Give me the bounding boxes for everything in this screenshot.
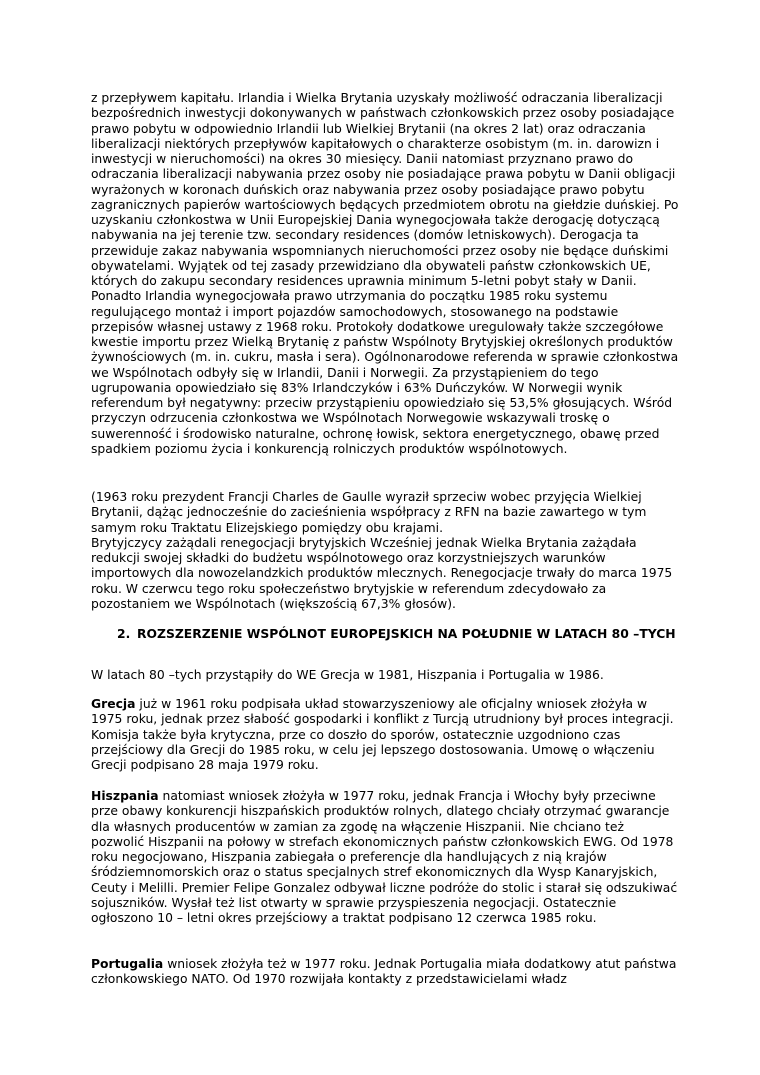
- paragraph-de-gaulle: [91, 490, 681, 612]
- lead-term: Portugalia: [91, 957, 164, 971]
- paragraph-text: Brytyjczycy zażądali renegocjacji brytyjskich Wcześniej jednak Wielka Brytania zażądała redukcji swojej składki do budżetu wspólnotowego oraz korzystniejszych warunków importowych dla nowozelandzkich produktów mlecznych. Renegocjacje trwały do marca 1975 roku. W czerwcu tego roku społeczeństwo brytyjskie w referendum zdecydowało za pozostaniem we Wspólnotach (większością 67,3% głosów).: [91, 535, 673, 611]
- paragraph-hiszpania: [91, 789, 681, 926]
- paragraph-accession-details: [91, 91, 681, 457]
- section-heading: [117, 627, 677, 642]
- paragraph-portugalia: [91, 957, 681, 988]
- paragraph-text: wniosek złożyła też w 1977 roku. Jednak Portugalia miała dodatkowy atut państwa członkowskiego NATO. Od 1970 rozwijała kontakty z przedstawicielami władz: [91, 957, 677, 987]
- paragraph-text: natomiast wniosek złożyła w 1977 roku, jednak Francja i Włochy były przeciwne prze obawy konkurencji hiszpańskich produktów rolnych, dlatego chciały otrzymać gwarancje dla własnych producentów w zamian za zgodę na włączenie Hiszpanii. Nie chciano też pozwolić Hiszpanii na połowy w strefach ekonomicznych państw członkowskich EWG. Od 1978 roku negocjowano, Hiszpania zabiegała o preferencje dla handlujących z nią krajów śródziemnomorskich oraz o status specjalnych stref ekonomicznych dla Wysp Kanaryjskich, Ceuty i Melilli. Premier Felipe Gonzalez odbywał liczne podróże do stolic i starał się odszukiwać sojuszników. Wysłał też list otwarty w sprawie przyspieszenia negocjacji. Ostatecznie ogłoszono 10 – letni okres przejściowy a traktat podpisano 12 czerwca 1985 roku.: [91, 789, 678, 925]
- paragraph-intro: [91, 668, 681, 683]
- section-number: 2.: [117, 627, 131, 641]
- lead-term: Hiszpania: [91, 789, 159, 803]
- paragraph-text: z przepływem kapitału. Irlandia i Wielka Brytania uzyskały możliwość odraczania liberalizacji bezpośrednich inwestycji dokonywanych w państwach członkowskich przez osoby posiadające prawo pobytu w odpowiednio Irlandii lub Wielkiej Brytanii (na okres 2 lat) oraz odraczania liberalizacji niektórych przepływów kapitałowych o charakterze osobistym (m. in. darowizn i inwestycji w nieruchomości) na okres 30 miesięcy. Danii natomiast przyznano prawo do odraczania liberalizacji nabywania przez osoby nie posiadające prawa pobytu w Danii obligacji wyrażonych w koronach duńskich oraz nabywania przez osoby posiadające prawo pobytu zagranicznych papierów wartościowych będących przedmiotem obrotu na giełdzie duńskiej. Po uzyskaniu członkostwa w Unii Europejskiej Dania wynegocjowała także derogację dotyczącą nabywania na jej terenie tzw. secondary residences (domów letniskowych). Derogacja ta przewiduje zakaz nabywania wspomnianych nieruchomości przez osoby nie będące duńskimi obywatelami. Wyjątek od tej zasady przewidziano dla obywateli państw członkowskich UE, których do zakupu secondary residences uprawnia minimum 5-letni pobyt stały w Danii. Ponadto Irlandia wynegocjowała prawo utrzymania do początku 1985 roku systemu regulującego montaż i import pojazdów samochodowych, stosowanego na podstawie przepisów własnej ustawy z 1968 roku. Protokoły dodatkowe uregulowały także szczegółowe kwestie importu przez Wielką Brytanię z państw Wspólnoty Brytyjskiej określonych produktów żywnościowych (m. in. cukru, masła i sera). Ogólnonarodowe referenda w sprawie członkostwa we Wspólnotach odbyły się w Irlandii, Danii i Norwegii. Za przystąpieniem do tego ugrupowania opowiedziało się 83% Irlandczyków i 63% Duńczyków. W Norwegii wynik referendum był negatywny: przeciw przystąpieniu opowiedziało się 53,5% głosujących. Wśród przyczyn odrzucenia członkostwa we Wspólnotach Norwegowie wskazywali troskę o suwerenność i środowisko naturalne, ochronę łowisk, sektora energetycznego, obawę przed spadkiem poziomu życia i konkurencją rolniczych produktów wspólnotowych.: [91, 91, 679, 456]
- paragraph-text: już w 1961 roku podpisała układ stowarzyszeniowy ale oficjalny wniosek złożyła w 1975 roku, jednak przez słabość gospodarki i konflikt z Turcją utrudniony był proces integracji. Komisja także była krytyczna, prze co doszło do sporów, ostatecznie uzgodniono czas przejściowy dla Grecji do 1985 roku, w celu jej lepszego dostosowania. Umowę o włączeniu Grecji podpisano 28 maja 1979 roku.: [91, 697, 674, 772]
- paragraph-text: (1963 roku prezydent Francji Charles de Gaulle wyraził sprzeciw wobec przyjęcia Wielkiej Brytanii, dążąc jednocześnie do zacieśnienia współpracy z RFN na bazie zawartego w tym samym roku Traktatu Elizejskiego pomiędzy obu krajami.: [91, 490, 647, 535]
- paragraph-grecja: [91, 697, 681, 773]
- section-title: ROZSZERZENIE WSPÓLNOT EUROPEJSKICH NA POŁUDNIE W LATACH 80 –TYCH: [137, 627, 676, 641]
- paragraph-text: W latach 80 –tych przystąpiły do WE Grecja w 1981, Hiszpania i Portugalia w 1986.: [91, 668, 604, 682]
- lead-term: Grecja: [91, 697, 136, 711]
